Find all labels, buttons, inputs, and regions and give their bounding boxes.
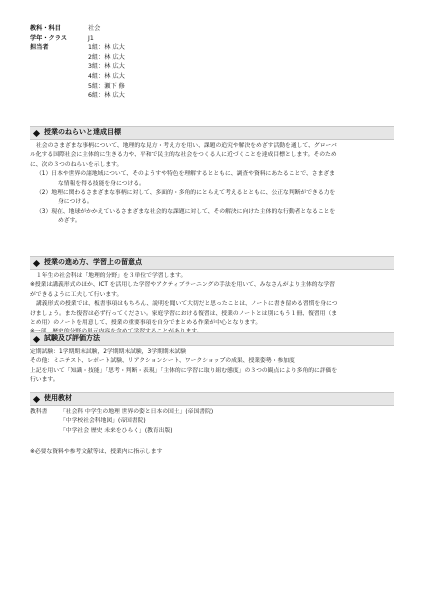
body-line: めざす。 bbox=[58, 218, 81, 225]
grade-value: J1 bbox=[88, 34, 94, 42]
teacher-item: 2組：林 広大 bbox=[88, 53, 125, 61]
teacher-key: 担当者 bbox=[30, 44, 49, 52]
textbook-key: 教科書 bbox=[30, 409, 48, 415]
body-line: ができるように工夫して行います。 bbox=[30, 291, 123, 298]
section-title: 使用教材 bbox=[44, 394, 72, 403]
teacher-item: 4組：林 広大 bbox=[88, 72, 125, 80]
grade-key: 学年・クラス bbox=[30, 34, 67, 42]
body-line: その他：ミニテスト、レポート試験、リアクションシート、ワークショップの成果、授業姿勢・参加度 bbox=[30, 358, 295, 365]
body-line: 社会のさまざまな事柄について、地理的な見方・考え方を用い、課題の追究や解決をめざす活動を通して、グローバ bbox=[36, 143, 337, 149]
teacher-item: 1組：林 広大 bbox=[88, 44, 125, 52]
body-line: 上記を用いて「知識・技能」「思考・判断・表現」「主体的に学習に取り組む態度」の３つの観点により多角的に評価を bbox=[30, 367, 338, 374]
teacher-item: 6組：林 広大 bbox=[88, 92, 125, 100]
section-evaluation bbox=[30, 332, 394, 386]
section-title: 試験及び評価方法 bbox=[44, 334, 100, 343]
body-line: ※授業は講義形式のほか、ICT を活用した学習やアクティブラーニングの手法を用いて、みなさんがより主体的な学習 bbox=[30, 282, 335, 289]
textbook-item: 「社会科 中学生の地理 世界の姿と日本の国土」(帝国書院) bbox=[60, 409, 214, 415]
section-title: 授業のねらいと達成目標 bbox=[44, 128, 121, 137]
subject-key: 教科・科目 bbox=[30, 25, 61, 32]
diamond-bullet-icon bbox=[33, 395, 40, 402]
body-line: 身につける。 bbox=[58, 199, 93, 206]
teacher-list bbox=[88, 43, 125, 101]
materials-note: ※必要な資料や参考文献等は、授業内に指示します bbox=[30, 449, 163, 456]
section-aims bbox=[30, 126, 394, 227]
section-title: 授業の進め方、学習上の留意点 bbox=[44, 258, 142, 267]
section-method bbox=[30, 256, 394, 338]
teacher-item: 3組：林 広大 bbox=[88, 63, 125, 71]
body-line: 行います。 bbox=[30, 377, 59, 384]
textbook-row bbox=[30, 408, 394, 436]
textbook-item: 「中学社会 歴史 未来をひらく」(教育出版) bbox=[60, 427, 173, 434]
textbook-item: 「中学校社会科地図」(帝国書院) bbox=[60, 418, 146, 425]
grade-row bbox=[30, 34, 230, 44]
teacher-row bbox=[30, 43, 230, 101]
section-heading bbox=[30, 392, 394, 406]
body-line: ル化する国際社会に主体的に生きる力や、平和で民主的な社会をつくる人に近づくことを達成目標とします。そのため bbox=[30, 152, 337, 159]
aim-item: （2）地理に関わるさまざまな事柄に対して、多面的・多角的にとらえて考えるとともに、公正な判断ができる力を bbox=[36, 190, 336, 197]
aim-item: （1）日本や世界の諸地域について、そのようすや特色を理解するとともに、調査や資料にあたることで、さまざま bbox=[36, 171, 335, 178]
diamond-bullet-icon bbox=[33, 259, 40, 266]
course-meta bbox=[30, 24, 230, 101]
diamond-bullet-icon bbox=[33, 335, 40, 342]
body-line: とめ用）のノートを用意して、授業の重要事項を自分でまとめる作業が中心となります。 bbox=[30, 320, 262, 327]
diamond-bullet-icon bbox=[33, 129, 40, 136]
section-heading bbox=[30, 256, 394, 270]
teacher-item: 5組：瀬下 修 bbox=[88, 82, 125, 90]
textbook-list bbox=[60, 408, 213, 436]
body-line: １年生の社会科は「地理的分野」を３単位で学習します。 bbox=[36, 273, 187, 279]
body-line: 定期試験：1学期期末試験，2学期期末試験，3学期期末試験 bbox=[30, 349, 186, 355]
body-line: けましょう。また復習は必ず行ってください。家庭学習における復習は、授業のノートとは別にもう１冊、復習用（ま bbox=[30, 310, 338, 317]
aim-item: （3）現在、地球がかかえているさまざまな社会的な課題に対して、その解決に向けた主体的な行動者となることを bbox=[36, 208, 336, 215]
body-line: な情報を得る技能を身につける。 bbox=[58, 180, 145, 187]
subject-row bbox=[30, 24, 230, 34]
section-heading bbox=[30, 332, 394, 346]
section-materials bbox=[30, 392, 394, 458]
subject-value: 社会 bbox=[88, 25, 101, 32]
body-line: 講義形式の授業では、板書事項はもちろん、説明を聞いて大切だと思ったことは、ノートに書き留める習慣を身につ bbox=[36, 301, 338, 308]
section-heading bbox=[30, 126, 394, 140]
body-line: に、次の３つのねらいを示します。 bbox=[30, 161, 123, 168]
